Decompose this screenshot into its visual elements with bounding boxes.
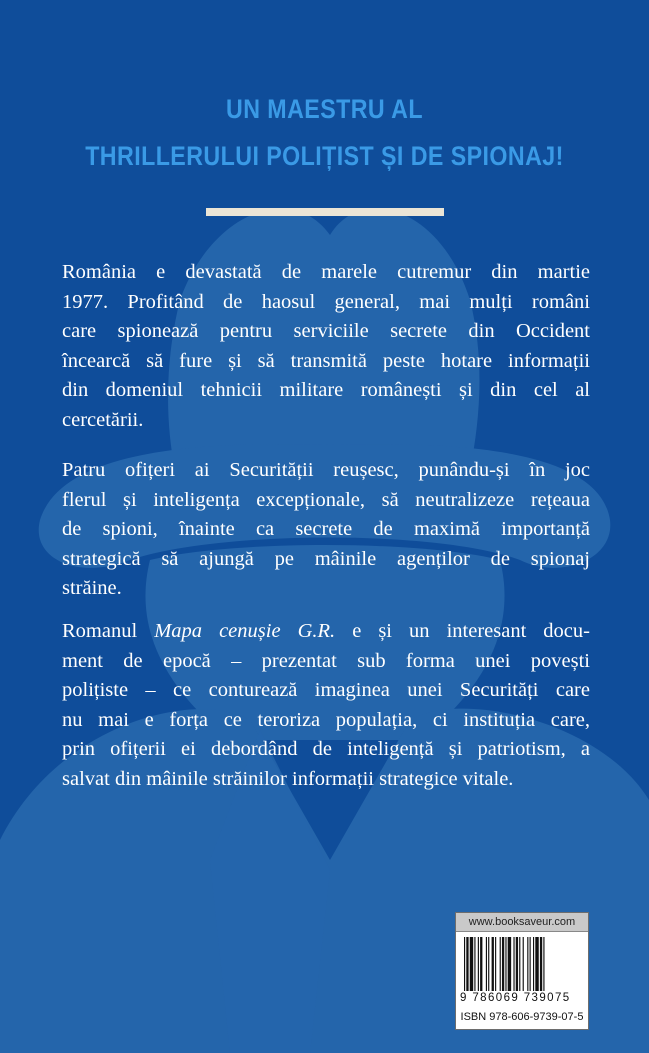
cover-headline [45, 86, 603, 180]
barcode-bar [527, 937, 528, 997]
barcode-bar [474, 937, 475, 997]
paragraph-line: flerul și inteligența excepționale, să neutralizeze rețeaua [62, 488, 590, 511]
paragraph-3 [62, 617, 590, 794]
paragraph-line: salvat din mâinile străinilor informații strategice vitale. [62, 767, 514, 790]
barcode-bar [488, 937, 489, 997]
barcode-bar [492, 937, 494, 997]
barcode-bar [466, 937, 468, 997]
paragraph-2 [62, 456, 590, 604]
paragraph-line: polițiste – ce conturează imaginea unei Securități care [62, 679, 590, 701]
paragraph-line: care spionează pentru serviciile secrete din Occident [62, 320, 590, 342]
headline-divider [206, 208, 444, 216]
ean-digits: 9 786069 739075 [460, 991, 586, 1005]
paragraph-line: prin ofițerii ei debordând de inteligență și patriotism, a [62, 738, 590, 760]
barcode-bar [535, 937, 538, 997]
paragraph-1 [62, 258, 590, 435]
paragraph-line: de spioni, înainte ca secrete de maximă importanță [62, 518, 590, 540]
barcode-bar [516, 937, 518, 997]
paragraph-line: cercetării. [62, 408, 144, 431]
paragraph-line [62, 617, 590, 647]
barcode-bar [495, 937, 496, 997]
barcode-bar [478, 937, 479, 997]
paragraph-line: din domeniul tehnicii militare românești și din cel al [62, 379, 590, 401]
barcode-bar [540, 937, 542, 997]
headline-line-1: UN MAESTRU AL [226, 94, 423, 124]
paragraph-line: strategică să ajungă pe mâinile agenților de spionaj [62, 547, 590, 570]
barcode-box [455, 912, 589, 1030]
isbn-number: ISBN 978-606-9739-07-5 [460, 1011, 584, 1023]
paragraph-line: România e devastată de marele cutremur din martie [62, 261, 590, 283]
paragraph-text: e și un interesant docu- [335, 620, 590, 642]
paragraph-text: Romanul [62, 620, 155, 642]
barcode-bar [513, 937, 514, 997]
barcode-bar [464, 937, 465, 997]
publisher-url: www.booksaveur.com [456, 913, 588, 932]
barcode-bar [508, 937, 511, 997]
paragraph-line: 1977. Profitând de haosul general, mai mulți români [62, 290, 590, 313]
paragraph-line: nu mai e forța ce teroriza populația, ci instituția care, [62, 708, 590, 731]
paragraph-line: ment de epocă – prezentat sub forma unei povești [62, 649, 590, 672]
barcode-bar [502, 937, 504, 997]
barcode-bar [480, 937, 482, 997]
barcode-bar [486, 937, 487, 997]
barcode-bar [543, 937, 544, 997]
paragraph-line: Patru ofițeri ai Securității reușesc, punându-și în joc [62, 459, 590, 481]
paragraph-line: străine. [62, 577, 122, 599]
barcode-bar [519, 937, 520, 997]
barcode-bar [505, 937, 506, 997]
barcode-bar [470, 937, 473, 997]
barcode-bar [523, 937, 524, 997]
headline-line-2: THRILLERULUI POLIȚIST ȘI DE SPIONAJ! [85, 141, 564, 171]
barcode-bar [500, 937, 501, 997]
paragraph-line: încearcă să fure și să transmită peste hotare informații [62, 349, 590, 372]
barcode-bar [533, 937, 534, 997]
barcode-bar [530, 937, 531, 997]
book-title: Mapa cenușie G.R. [154, 620, 336, 642]
